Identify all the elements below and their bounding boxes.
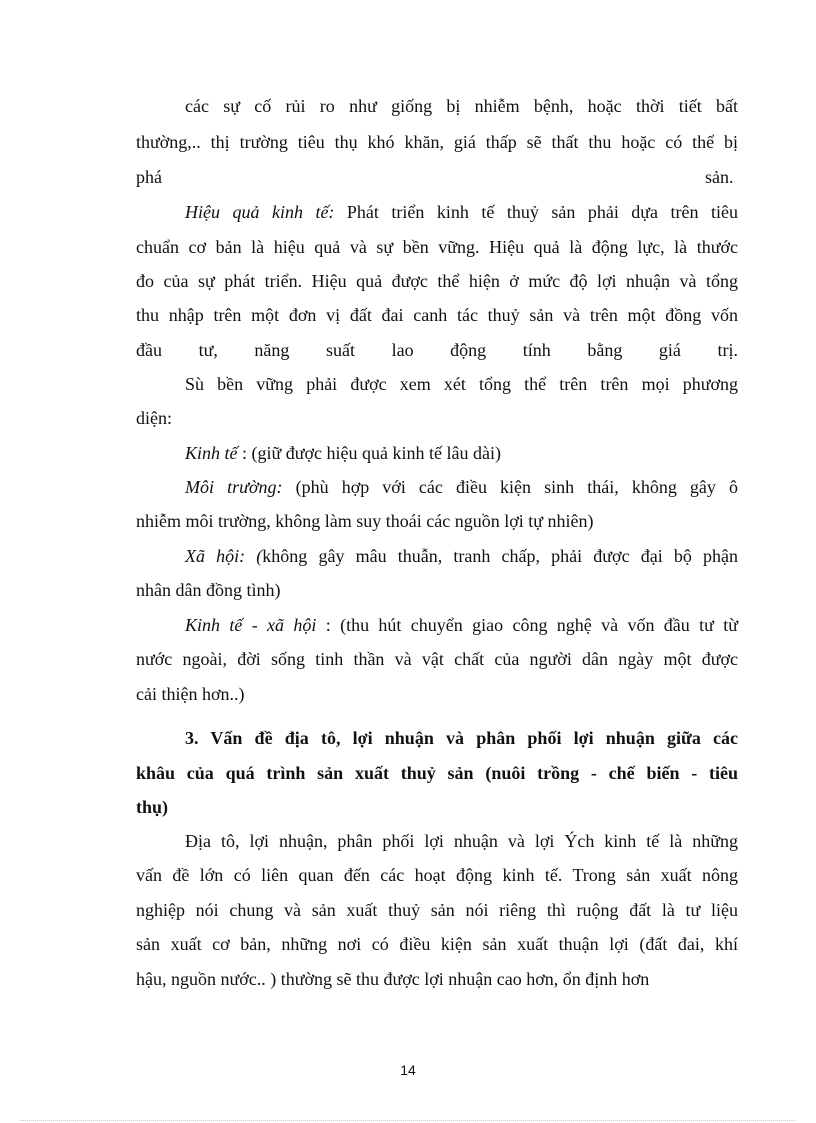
text-line [136,863,738,887]
text-line [136,303,738,327]
text-line [185,94,738,118]
text-line: nhiễm môi trường, không làm suy thoái các nguồn lợi tự nhiên) [136,511,594,531]
section-heading [136,761,738,785]
text: thu nhập trên một đơn vị đất đai canh tác thuỷ sản và trên một đồng vốn [136,305,738,325]
text-line: phá [136,167,162,187]
text: thường,.. thị trường tiêu thụ khó khăn, giá thấp sẽ thất thu hoặc có thể bị [136,132,738,152]
text-line [185,544,738,568]
section-heading [185,726,738,750]
text: Sù bền vững phải được xem xét tổng thể trên trên mọi phương [185,374,738,394]
text: Phát triển kinh tế thuỷ sản phải dựa trên tiêu [334,202,739,222]
page-number: 14 [400,1062,416,1078]
text-line [185,200,738,224]
text: chuẩn cơ bản là hiệu quả và sự bền vững. Hiệu quả là động lực, là thước [136,237,738,257]
text: : (thu hút chuyển giao công nghệ và vốn đầu tư từ [316,615,739,635]
text: : (giữ được hiệu quả kinh tế lâu dài) [237,443,501,463]
text: sản xuất cơ bản, những nơi có điều kiện sản xuất thuận lợi (đất đai, khí [136,934,738,954]
italic-label: Kinh tế - xã hội [185,615,317,635]
text: (phù hợp với các điều kiện sinh thái, không gây ô [282,477,738,497]
text-line [136,647,738,671]
text-line [185,829,738,853]
italic-label: Hiệu quả kinh tế: [185,202,335,222]
text-line [136,130,738,154]
text-line [136,269,738,293]
italic-label: Kinh tế [185,443,238,463]
text-line: hậu, nguồn nước.. ) thường sẽ thu được lợi nhuận cao hơn, ổn định hơn [136,969,650,989]
text: nước ngoài, đời sống tinh thần và vật chất của người dân ngày một được [136,649,738,669]
text-line [136,898,738,922]
text-line [185,475,738,499]
italic-label: Môi trường: [185,477,283,497]
heading-text: khâu của quá trình sản xuất thuỷ sản (nuôi trồng - chế biến - tiêu [136,763,738,783]
italic-label: Xã hội: ( [185,546,263,566]
text: đo của sự phát triển. Hiệu quả được thể hiện ở mức độ lợi nhuận và tổng [136,271,738,291]
text: vấn đề lớn có liên quan đến các hoạt động kinh tế. Trong sản xuất nông [136,865,738,885]
text-line: cải thiện hơn..) [136,684,245,704]
text-line: diện: [136,408,172,428]
text: các sự cố rủi ro như giống bị nhiễm bệnh, hoặc thời tiết bất [185,96,738,116]
text-line [136,235,738,259]
section-heading: thụ) [136,797,169,817]
text-line: nhân dân đồng tình) [136,580,281,600]
text-line [185,441,501,465]
text-line: sản. [705,167,734,187]
text-line [136,338,738,362]
heading-text: 3. Vấn đề địa tô, lợi nhuận và phân phối lợi nhuận giữa các [185,728,738,748]
text-line [185,613,738,637]
page-divider [20,1120,796,1121]
text-line [136,932,738,956]
text: nghiệp nói chung và sản xuất thuỷ sản nói riêng thì ruộng đất là tư liệu [136,900,738,920]
text: không gây mâu thuẫn, tranh chấp, phải được đại bộ phận [262,546,738,566]
text: đầu tư, năng suất lao động tính bằng giá trị. [136,340,738,360]
text-line [185,372,738,396]
text: Địa tô, lợi nhuận, phân phối lợi nhuận và lợi Ých kinh tế là những [185,831,738,851]
